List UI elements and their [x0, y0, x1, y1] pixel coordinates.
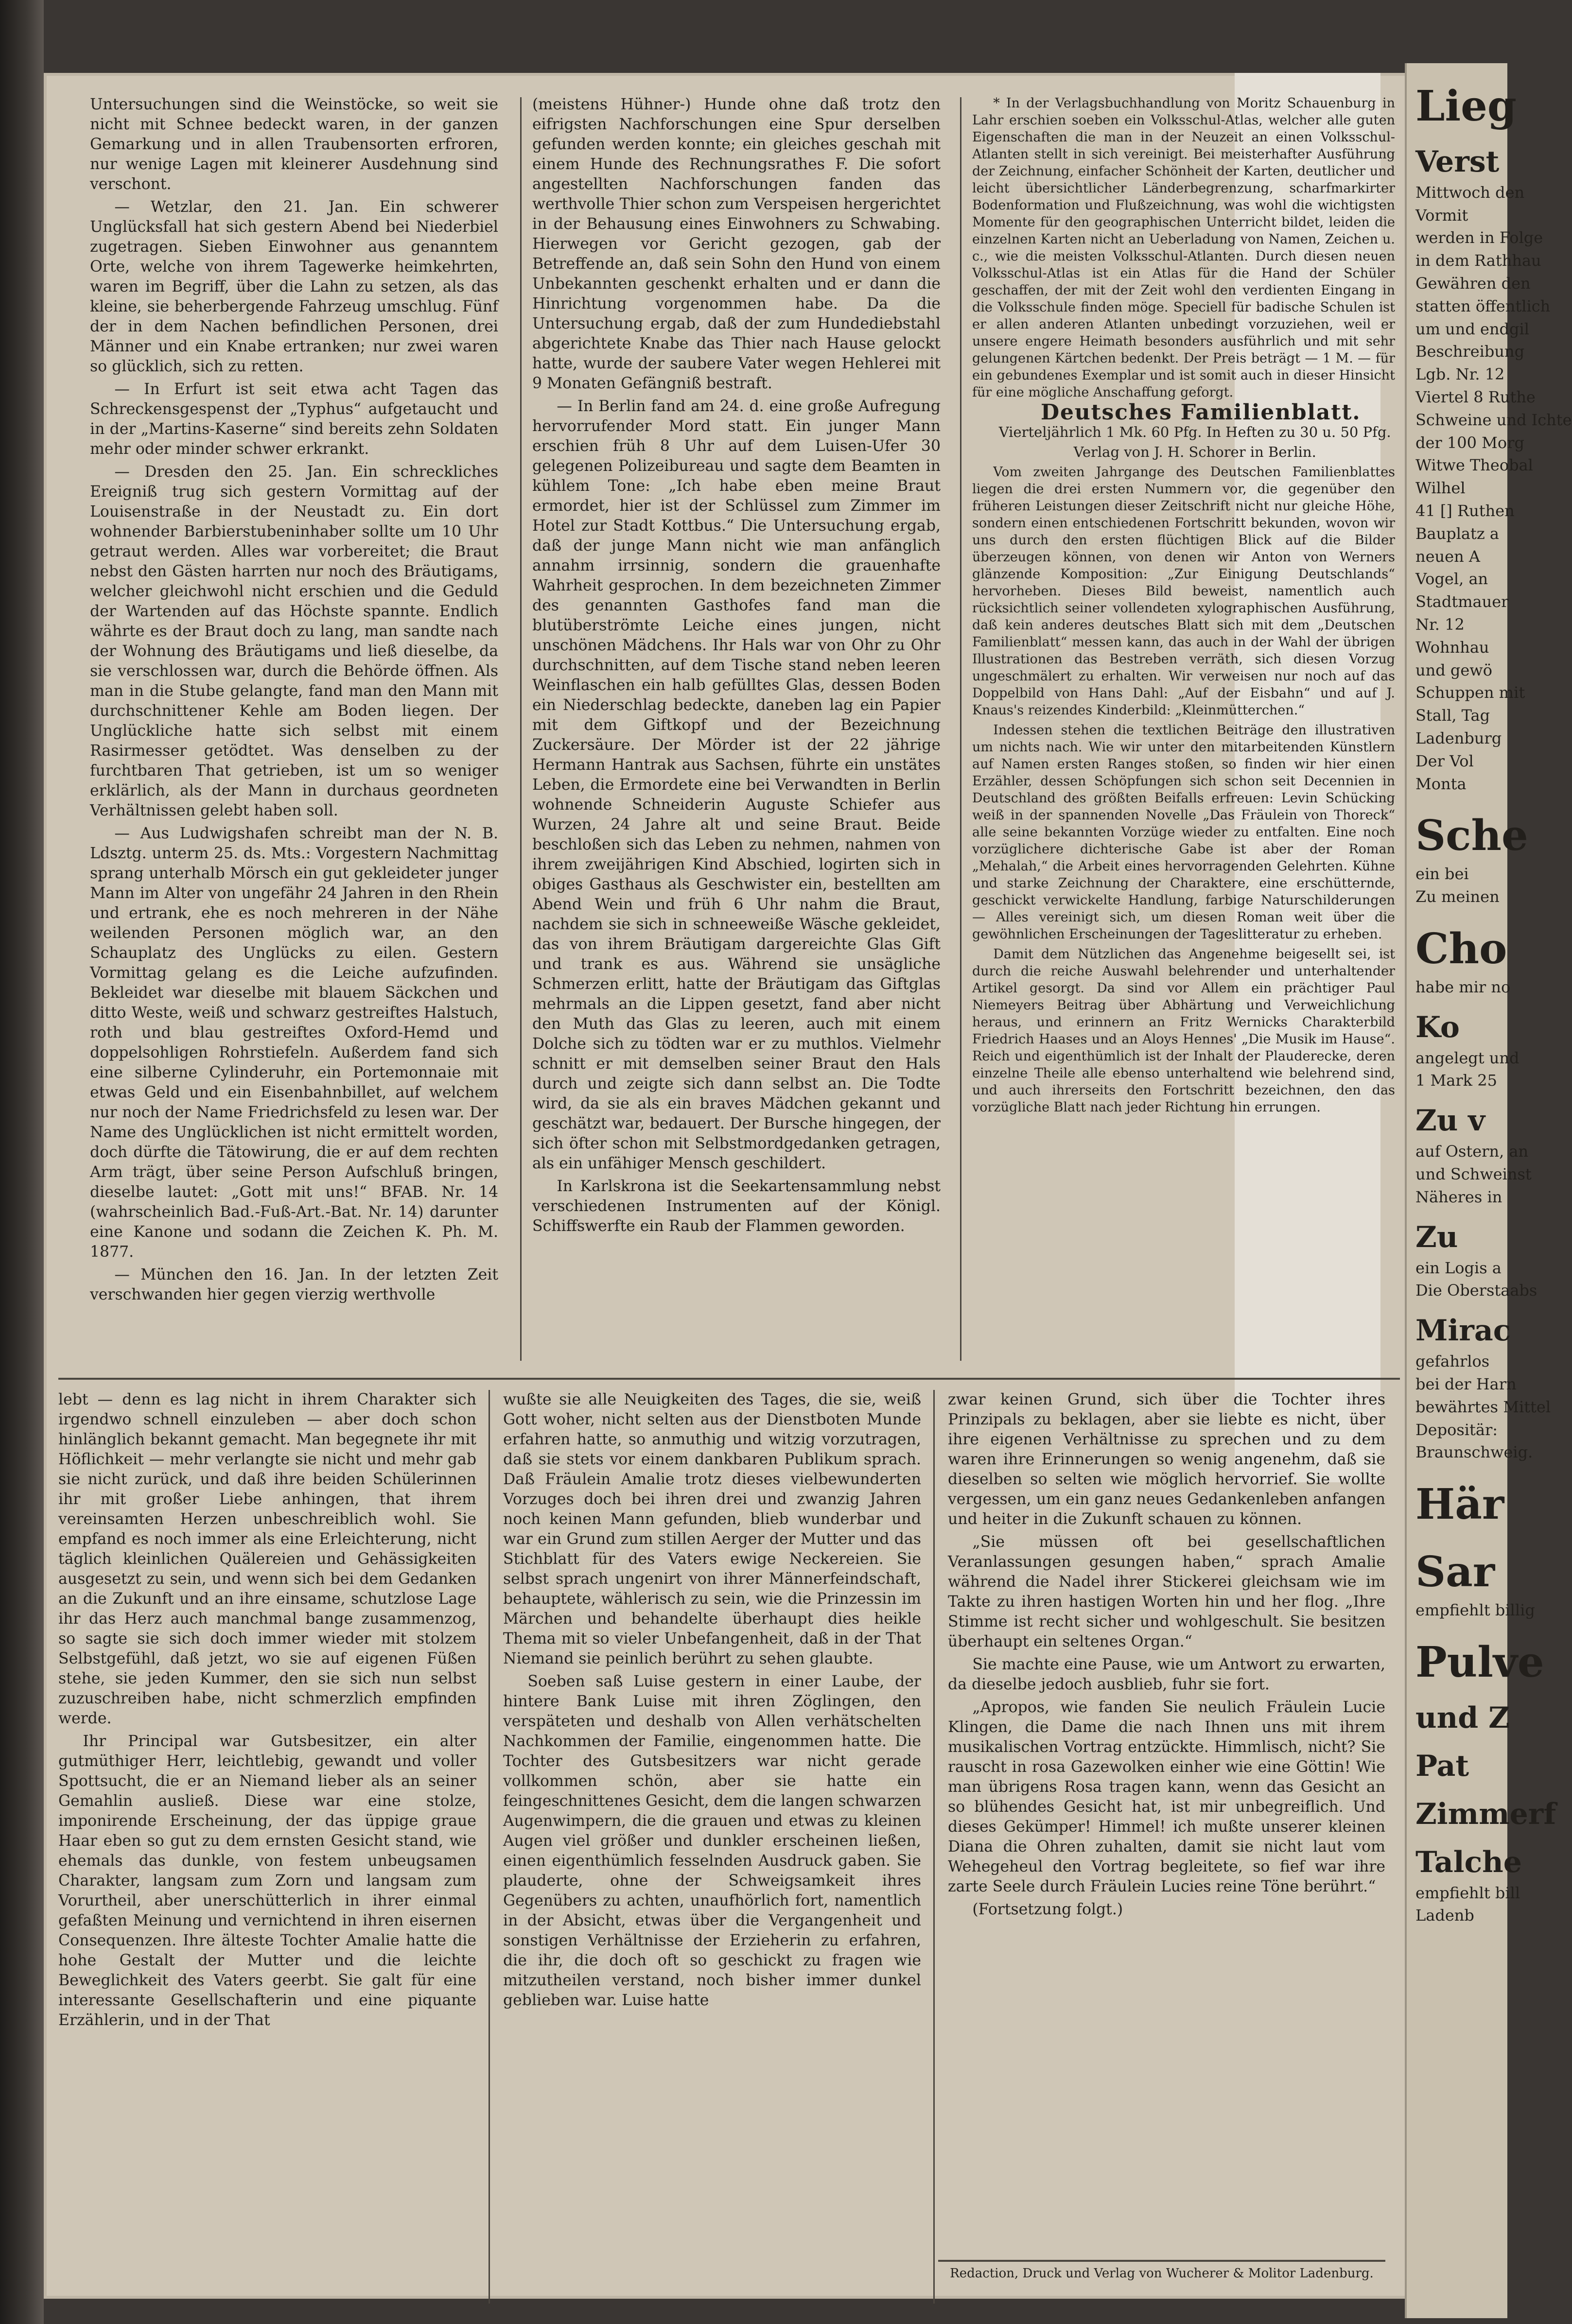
bottom-column-3	[948, 1390, 1385, 2245]
top-column-2	[532, 95, 941, 1358]
paragraph: (meistens Hühner-) Hunde ohne daß trotz den eifrigsten Nachforschungen eine Spur derselben gefunden werden konnte; ein gleiches geschah mit einem Hunde des Rechnungsrathes F. Die sofort angestellten Nachforschungen fanden das werthvolle Thier schon zum Verspeisen hergerichtet in der Behausung eines Einwohners zu Schwabing. Hierwegen vor Gericht gezogen, gab der Betreffende an, daß sein Sohn den Hund von einem Unbekannten geschenkt erhalten und er dann die Hinrichtung vorgenommen habe. Da die Untersuchung ergab, daß der zum Hundediebstahl abgerichtete Knabe das Thier nach Hause gelockt hatte, wurde der saubere Vater wegen Hehlerei mit 9 Monaten Gefängniß bestraft.	[532, 96, 941, 392]
adjacent-page-fragment: Bauplatz a	[1415, 524, 1499, 543]
adjacent-page-fragment: Ladenburg	[1415, 729, 1502, 748]
adjacent-page-fragment: angelegt und	[1415, 1048, 1520, 1067]
adjacent-page-fragment: Zu meinen	[1415, 887, 1500, 906]
paragraph: (Fortsetzung folgt.)	[972, 1901, 1123, 1918]
paragraph: — Wetzlar, den 21. Jan. Ein schwerer Unglücksfall hat sich gestern Abend bei Niederbiel zugetragen. Sieben Einwohner aus genanntem Orte, welche von ihrem Tagewerke heimkehrten, waren im Begriff, über die Lahn zu setzen, als das kleine, sie beherbergende Fahrzeug umschlug. Fünf der in dem Nachen befindlichen Personen, drei Männer und ein Knabe ertranken; nur zwei waren so glücklich, sich zu retten.	[90, 198, 498, 375]
paragraph: Ihr Principal war Gutsbesitzer, ein alter gutmüthiger Herr, leichtlebig, gewandt und voller Spottsucht, die er an Niemand lieber als an seiner Gemahlin ausließ. Diese war eine stolze, imponirende Erscheinung, der das üppige graue Haar eben so gut zu dem ernsten Gesicht stand, wie ehemals das dunkle, von festem unbeugsamen Charakter, langsam zum Zorn und langsam zum Vorurtheil, aber unerschütterlich in ihrer einmal gefaßten Meinung und vernichtend in ihren eisernen Consequenzen. Ihre älteste Tochter Amalie hatte die hohe Gestalt der Mutter und die leichte Beweglichkeit des Vaters geerbt. Sie galt für eine interessante Gesellschafterin und eine piquante Erzählerin, und in der That	[58, 1733, 476, 2029]
adjacent-page-fragment: Witwe Theobal	[1415, 456, 1533, 475]
paragraph: Indessen stehen die textlichen Beiträge den illustrativen um nichts nach. Wie wir unter den mitarbeitenden Künstlern auf Namen ersten Ranges stoßen, so finden wir hier einen Erzähler, dessen Schöpfungen sich schon seit Decennien in Deutschland des größten Beifalls erfreuen: Levin Schücking weiß in der spannenden Novelle „Das Fräulein von Thoreck“ alle seine bekannten Vorzüge wieder zu entfalten. Eine noch vorzüglichere dichterische Gabe ist aber der Roman „Mehalah,“ die Arbeit eines hervorragenden Gelehrten. Kühne und starke Zeichnung der Charaktere, eine erschütternde, geschickt verwickelte Handlung, farbige Naturschilderungen — Alles vereinigt sich, um diesen Roman weit über die gewöhnlichen Erscheinungen der Tageslitteratur zu erheben.	[972, 723, 1395, 942]
adjacent-page-fragment: auf Ostern, an	[1415, 1142, 1529, 1161]
book-binding	[0, 0, 44, 2324]
paragraph: Damit dem Nützlichen das Angenehme beigesellt sei, ist durch die reiche Auswahl belehrender und unterhaltender Artikel gesorgt. Da sind vor Allem ein prächtiger Paul Niemeyers Beitrag über Abhärtung und Verweichlichung heraus, und erinnern an Fritz Wernicks Charakterbild Friedrich Haases und an Aloys Hennes' „Die Musik im Hause“. Reich und eigenthümlich ist der Inhalt der Plauderecke, deren einzelne Theile alle ebenso unterhaltend wie belehrend sind, und auch ihrerseits den Fortschritt bezeichnen, den das vorzügliche Blatt nach jeder Richtung hin errungen.	[972, 947, 1395, 1115]
adjacent-page-fragment: Ladenb	[1415, 1906, 1474, 1925]
adjacent-page-fragment: Depositär:	[1415, 1420, 1498, 1439]
adjacent-page-fragment: Sche	[1415, 811, 1528, 861]
adjacent-page-fragment: statten öffentlich	[1415, 296, 1551, 315]
paragraph: — In Erfurt ist seit etwa acht Tagen das Schreckensgespenst der „Typhus“ aufgetaucht und in der „Martins-Kaserne“ sind bereits zehn Soldaten mehr oder minder schwer erkrankt.	[90, 381, 498, 458]
top-column-3	[972, 95, 1395, 1368]
adjacent-page-fragment: bei der Harn	[1415, 1374, 1517, 1393]
paragraph: wußte sie alle Neuigkeiten des Tages, die sie, weiß Gott woher, nicht selten aus der Dienstboten Munde erfahren hatte, so anmuthig und witzig vorzutragen, daß sie stets vor einem dankbaren Publikum sprach. Daß Fräulein Amalie trotz dieses vielbewunderten Vorzuges doch bei ihren drei und zwanzig Jahren noch keinen Mann gefunden, blieb wunderbar und war ein Grund zum stillen Aerger der Mutter und das Stichblatt für des Vaters ewige Neckereien. Sie selbst sprach ungenirt von ihrer Männerfeindschaft, behauptete, wählerisch zu sein, wie die Prinzessin im Märchen und behandelte überhaupt dies heikle Thema mit so vieler Unbefangenheit, daß in der That Niemand sie peinlich berührt zu sehen glaubte.	[503, 1391, 921, 1667]
paragraph: — Aus Ludwigshafen schreibt man der N. B. Ldsztg. unterm 25. ds. Mts.: Vorgestern Nachmittag sprang unterhalb Mörsch ein gut gekleideter junger Mann im Alter von ungefähr 24 Jahren in den Rhein und ertrank, ehe es noch mehreren in der Nähe weilenden Personen möglich war, an den Schauplatz des Unglücks zu eilen. Gestern Vormittag gelang es die Leiche aufzufinden. Bekleidet war dieselbe mit blauem Säckchen und ditto Weste, weiß und schwarz gestreiftes Halstuch, roth und blau gestreiftes Oxford-Hemd und doppelsohligen Rohrstiefeln. Außerdem fand sich eine silberne Cylinderuhr, ein Portemonnaie mit etwas Geld und ein Eisenbahnbillet, auf welchem nur noch der Name Friedrichsfeld zu lesen war. Der Name des Unglücklichen ist nicht ermittelt worden, doch dürfte die Tätowirung, die er auf dem rechten Arm trägt, über seine Person Aufschluß bringen, dieselbe lautet: „Gott mit uns!“ BFAB. Nr. 14 (wahrscheinlich Bad.-Fuß-Art.-Bat. Nr. 14) darunter eine Kanone und sodann die Zeichen K. Ph. M. 1877.	[90, 825, 498, 1261]
adjacent-page-fragment: Zu	[1415, 1220, 1458, 1254]
adjacent-page-fragment: Pat	[1415, 1749, 1469, 1783]
adjacent-page-fragment: Monta	[1415, 774, 1467, 793]
adjacent-page-fragment: Vormit	[1415, 206, 1468, 225]
adjacent-page-fragment: bewährtes Mittel	[1415, 1397, 1551, 1416]
adjacent-page-fragment: Stall, Tag	[1415, 706, 1490, 725]
adjacent-page	[1405, 63, 1572, 2318]
adjacent-page-fragment: 41 [] Ruthen	[1415, 502, 1515, 520]
adjacent-page-fragment: 1 Mark 25	[1415, 1071, 1497, 1090]
paragraph: Soeben saß Luise gestern in einer Laube, der hintere Bank Luise mit ihren Zöglingen, den verspäteten und deshalb von Allen verhätschelten Nachkommen der Familie, eingenommen hatte. Die Tochter des Gutsbesitzers war nicht gerade vollkommen schön, aber sie hatte ein feingeschnittenes Gesicht, dem die langen schwarzen Augenwimpern, die die grauen und etwas zu kleinen Augen viel größer und dunkler erscheinen ließen, einen eigenthümlich fesselnden Ausdruck gaben. Sie plauderte, ohne der Schweigsamkeit ihres Gegenübers zu achten, unaufhörlich fort, namentlich in der Absicht, etwas über die Vergangenheit und sonstigen Verhältnisse der Erzieherin zu erfahren, die ihr, die doch oft so geschickt zu fragen wie mitzutheilen verstand, noch bisher immer dunkel geblieben war. Luise hatte	[503, 1673, 921, 2009]
adjacent-page-fragment: ein Logis a	[1415, 1258, 1502, 1277]
adjacent-page-fragment: Mittwoch den	[1415, 183, 1525, 202]
adjacent-page-fragment: Verst	[1415, 144, 1500, 179]
adjacent-page-fragment: und gewö	[1415, 660, 1492, 679]
subscription-line: Vierteljährlich 1 Mk. 60 Pfg. In Heften zu 30 u. 50 Pfg.	[998, 424, 1391, 440]
adjacent-page-fragment: Näheres in	[1415, 1187, 1502, 1206]
adjacent-page-fragment: Wilhel	[1415, 479, 1466, 498]
advertisement-atlas: * In der Verlagsbuchhandlung von Moritz Schauenburg in Lahr erschien soeben ein Volksschul-Atlas, welcher alle guten Eigenschaften die man in der Neuzeit an einen Volksschul-Atlanten stellt in sich vereinigt. Bei meisterhafter Ausführung der Zeichnung, einfacher Schönheit der Karten, deutlicher und leicht übersichtlicher Länderbegrenzung, scharfmarkirter Bodenformation und Flußzeichnung, was wohl die wichtigsten Momente für den geographischen Unterricht bildet, leiden die einzelnen Karten nicht an Ueberladung von Namen, Zeichen u. c., wie die meisten Volksschul-Atlanten. Durch diesen neuen Volksschul-Atlas ist ein Atlas für die Hand der Schüler geschaffen, der mit der Zeit wohl den verdienten Eingang in die Volksschule finden möge. Speciell für badische Schulen ist er allen anderen Atlanten unbedingt vorzuziehen, weil er unsere engere Heimath besonders ausführlich und mit sehr gelungenen Kärtchen bedenkt. Der Preis beträgt — 1 M. — für ein gebundenes Exemplar und ist somit auch in dieser Hinsicht für eine mögliche Anschaffung geforgt.	[972, 96, 1395, 400]
paragraph: „Sie müssen oft bei gesellschaftlichen Veranlassungen gesungen haben,“ sprach Amalie während die Nadel ihrer Stickerei gleichsam wie im Takte zu ihren hastigen Worten hin und her flog. „Ihre Stimme ist recht sicher und wohlgeschult. Sie besitzen überhaupt ein seltenes Organ.“	[948, 1533, 1385, 1650]
bottom-column-1	[58, 1390, 476, 2304]
adjacent-page-fragment: ein bei	[1415, 865, 1469, 884]
adjacent-page-fragment: gefahrlos	[1415, 1352, 1490, 1371]
paragraph: — München den 16. Jan. In der letzten Zeit verschwanden hier gegen vierzig werthvolle	[90, 1266, 498, 1303]
adjacent-page-fragment: in dem Rathhau	[1415, 251, 1541, 270]
paragraph: lebt — denn es lag nicht in ihrem Charakter sich irgendwo schnell einzuleben — aber doch schon hinlänglich bekannt gemacht. Man begegnete ihr mit Höflichkeit — mehr verlangte sie nicht und mehr gab sie nicht zurück, und daß ihre beiden Schülerinnen ihr mit großer Liebe anhingen, that ihrem vereinsamten Herzen unbeschreiblich wohl. Sie empfand es noch immer als eine Erleichterung, nicht täglich kleinlichen Quälereien und Gehässigkeiten ausgesetzt zu sein, und wenn sich bei dem Gedanken an die Zukunft und an ihre einsame, schutzlose Lage ihr das Herz auch manchmal bange zusammenzog, so sagte sie sich doch immer wieder mit stolzem Selbstgefühl, daß jetzt, wo sie auf eigenen Füßen stehe, sie jeden Kummer, den sie sich nun selbst zuzuschreiben habe, nicht schmerzlich empfinden werde.	[58, 1391, 476, 1727]
adjacent-page-fragment: neuen A	[1415, 547, 1480, 566]
paragraph: Vom zweiten Jahrgange des Deutschen Familienblattes liegen die drei ersten Nummern vor, die gegenüber den früheren Leistungen dieser Zeitschrift nicht nur gleiche Höhe, sondern einen entschiedenen Fortschritt bekunden, wovon wir uns durch den ersten flüchtigen Blick auf die Bilder überzeugen können, von denen wir Anton von Werners glänzende Komposition: „Zur Einigung Deutschlands“ hervorheben. Dieses Bild beweist, namentlich auch rücksichtlich seiner vollendeten xylographischen Ausführung, daß kein anderes deutsches Blatt sich mit dem „Deutschen Familienblatt“ messen kann, das auch in der Wahl der übrigen Illustrationen das Bestreben verräth, sich diesen Vorzug ungeschmälert zu erhalten. Wir verweisen nur noch auf das Doppelbild von Hans Dahl: „Auf der Eisbahn“ und auf J. Knaus's reizendes Kinderbild: „Kleinmütterchen.“	[972, 465, 1395, 718]
paragraph: Sie machte eine Pause, wie um Antwort zu erwarten, da dieselbe jedoch ausblieb, fuhr sie fort.	[948, 1656, 1385, 1693]
adjacent-page-fragment: Mirac	[1415, 1314, 1511, 1348]
adjacent-page-fragment: habe mir no	[1415, 977, 1511, 996]
paragraph: In Karlskrona ist die Seekartensammlung nebst verschiedenen Instrumenten auf der Königl. Schiffswerfte ein Raub der Flammen geworden.	[532, 1178, 941, 1235]
column-rule	[520, 97, 522, 1361]
adjacent-page-fragment: Lieg	[1415, 82, 1517, 131]
adjacent-page-fragment: Schweine und Ichte	[1415, 410, 1572, 429]
adjacent-page-fragment: und Schweinst	[1415, 1164, 1532, 1183]
imprint: Redaction, Druck und Verlag von Wucherer & Molitor Ladenburg.	[938, 2260, 1385, 2281]
adjacent-page-fragment: Gewähren den	[1415, 274, 1531, 293]
adjacent-page-fragment: Viertel 8 Ruthe	[1415, 388, 1536, 407]
paragraph: zwar keinen Grund, sich über die Tochter ihres Prinzipals zu beklagen, aber sie liebte es nicht, über ihre eigenen Verhältnisse zu sprechen und zu dem waren ihre Erinnerungen so wenig angenehm, daß sie dieselben so selten wie möglich hervorrief. Sie wollte vergessen, um ein ganz neues Gedankenleben anfangen und heiter in die Zukunft schauen zu können.	[948, 1391, 1385, 1528]
publisher-line: Verlag von J. H. Schorer in Berlin.	[1073, 444, 1316, 460]
adjacent-page-fragment: Braunschweig.	[1415, 1443, 1533, 1462]
paragraph: — Dresden den 25. Jan. Ein schreckliches Ereigniß trug sich gestern Vormittag auf der Louisenstraße in der Neustadt zu. Ein dort wohnender Barbierstubeninhaber sollte um 10 Uhr getraut werden. Alles war vorbereitet; die Braut nebst den Gästen harrten nur noch des Bräutigams, welcher gleichwohl nicht erschien und die Geduld der Wartenden auf das Höchste spannte. Endlich währte es der Braut doch zu lang, man sandte nach der Wohnung des Bräutigams und ließ dieselbe, da sie verschlossen war, durch die Behörde öffnen. Als man in die Stube gelangte, fand man den Mann mit durchschnittener Kehle am Boden liegen. Der Unglückliche hatte sich selbst mit einem Rasirmesser getödtet. Was denselben zu der furchtbaren That getrieben, ist um so weniger erklärlich, als der Mann in durchaus geordneten Verhältnissen gelebt haben soll.	[90, 463, 498, 819]
adjacent-page-fragment: Lgb. Nr. 12	[1415, 365, 1505, 384]
adjacent-page-fragment: Sar	[1415, 1547, 1495, 1597]
paragraph: — In Berlin fand am 24. d. eine große Aufregung hervorrufender Mord statt. Ein junger Mann erschien früh 8 Uhr auf dem Luisen-Ufer 30 gelegenen Polizeibureau und sagte dem Beamten in kühlem Tone: „Ich habe eben meine Braut ermordet, hier ist der Schlüssel zum Zimmer im Hotel zur Stadt Kottbus.“ Die Untersuchung ergab, daß der junge Mann nicht wie man anfänglich annahm irrsinnig, sondern die grauenhafte Wahrheit gesprochen. In dem bezeichneten Zimmer des genannten Gasthofes fand man die blutüberströmte Leiche eines jungen, nicht unschönen Mädchens. Ihr Hals war von Ohr zu Ohr durchschnitten, auf dem Tische stand neben leeren Weinflaschen ein halb gefülltes Glas, dessen Boden ein Niederschlag bedeckte, daneben lag ein Papier mit dem Giftkopf und der Bezeichnung Zuckersäure. Der Mörder ist der 22 jährige Hermann Hantrak aus Sachsen, führte ein unstätes Leben, die Ermordete eine bei Verwandten in Berlin wohnende Schneiderin Auguste Schiefer aus Wurzen, 24 Jahre alt und seine Braut. Beide beschloßen sich das Leben zu nehmen, nahmen von ihrem zweijährigen Kind Abschied, logirten sich in obiges Gasthaus als Geschwister ein, bestellten am Abend Wein und früh 6 Uhr nahm die Braut, nachdem sie sich in schneeweiße Wäsche gekleidet, das von ihrem Bräutigam dargereichte Glas Gift und trank es aus. Während sie unsägliche Schmerzen erlitt, hatte der Bräutigam das Giftglas mehrmals an die Lippen gesetzt, fand aber nicht den Muth das Glas zu leeren, auch mit einem Dolche sich zu tödten war er zu muthlos. Vielmehr schnitt er mit demselben seiner Braut den Hals durch und zeigte sich dann selbst an. Die Todte wird, da sie als ein braves Mädchen gekannt und geschätzt war, bedauert. Der Bursche hingegen, der sich öfter schon mit Selbstmordgedanken getragen, als ein unfähiger Mensch geschildert.	[532, 398, 941, 1172]
adjacent-page-fragment: Wohnhau	[1415, 638, 1489, 657]
adjacent-page-fragment: werden in Folge	[1415, 228, 1543, 247]
adjacent-page-fragment: Beschreibung	[1415, 342, 1525, 361]
adjacent-page-fragment: Ko	[1415, 1010, 1460, 1044]
column-rule	[933, 1390, 935, 2304]
adjacent-page-fragment: um und endgil	[1415, 319, 1529, 338]
column-rule	[489, 1390, 490, 2304]
adjacent-page-fragment: Stadtmauer	[1415, 592, 1509, 611]
adjacent-page-fragment: und Z	[1415, 1700, 1510, 1735]
adjacent-page-fragment: Zimmerf	[1415, 1797, 1556, 1831]
adjacent-page-fragment: Talche	[1415, 1845, 1522, 1879]
section-rule	[58, 1378, 1400, 1380]
adjacent-page-fragment: der 100 Morg	[1415, 433, 1524, 452]
paragraph: „Apropos, wie fanden Sie neulich Fräulein Lucie Klingen, die Dame die nach Ihnen uns mit ihrem musikalischen Vortrag entzückte. Himmlisch, nicht? Sie rauscht in rosa Gazewolken einher wie eine Göttin! Wie man übrigens Rosa tragen kann, wenn das Gesicht an so blühendes Gesicht hat, ist mir unbegreiflich. Und dieses Gekümper! Himmel! ich mußte unserer kleinen Diana die Ohren zuhalten, damit sie nicht laut vom Wehegeheul den Vortrag begleitete, so fief war ihre zarte Seele durch Fräulein Lucies reine Töne berührt.“	[948, 1699, 1385, 1895]
column-rule	[960, 97, 961, 1361]
adjacent-page-fragment: empfiehlt bill	[1415, 1883, 1520, 1902]
bottom-column-2	[503, 1390, 921, 2304]
adjacent-page-fragment: Der Vol	[1415, 751, 1474, 770]
adjacent-page-fragment: Här	[1415, 1480, 1504, 1529]
paragraph: Untersuchungen sind die Weinstöcke, so weit sie nicht mit Schnee bedeckt waren, in der ganzen Gemarkung und in allen Traubensorten erfroren, nur wenige Lagen mit kleinerer Ausdehnung sind verschont.	[90, 96, 498, 193]
adjacent-page-fragment: Die Oberstaabs	[1415, 1281, 1537, 1300]
section-heading: Deutsches Familienblatt.	[1041, 400, 1361, 425]
adjacent-page-fragment: Schuppen mit	[1415, 683, 1525, 702]
adjacent-page-fragment: Pulve	[1415, 1637, 1544, 1687]
adjacent-page-fragment: Vogel, an	[1415, 570, 1488, 589]
adjacent-page-fragment: Nr. 12	[1415, 615, 1465, 634]
adjacent-page-fragment: Cho	[1415, 924, 1507, 973]
top-column-1	[90, 95, 498, 1358]
adjacent-page-fragment: empfiehlt billig	[1415, 1600, 1535, 1619]
adjacent-page-fragment: Zu v	[1415, 1104, 1485, 1138]
